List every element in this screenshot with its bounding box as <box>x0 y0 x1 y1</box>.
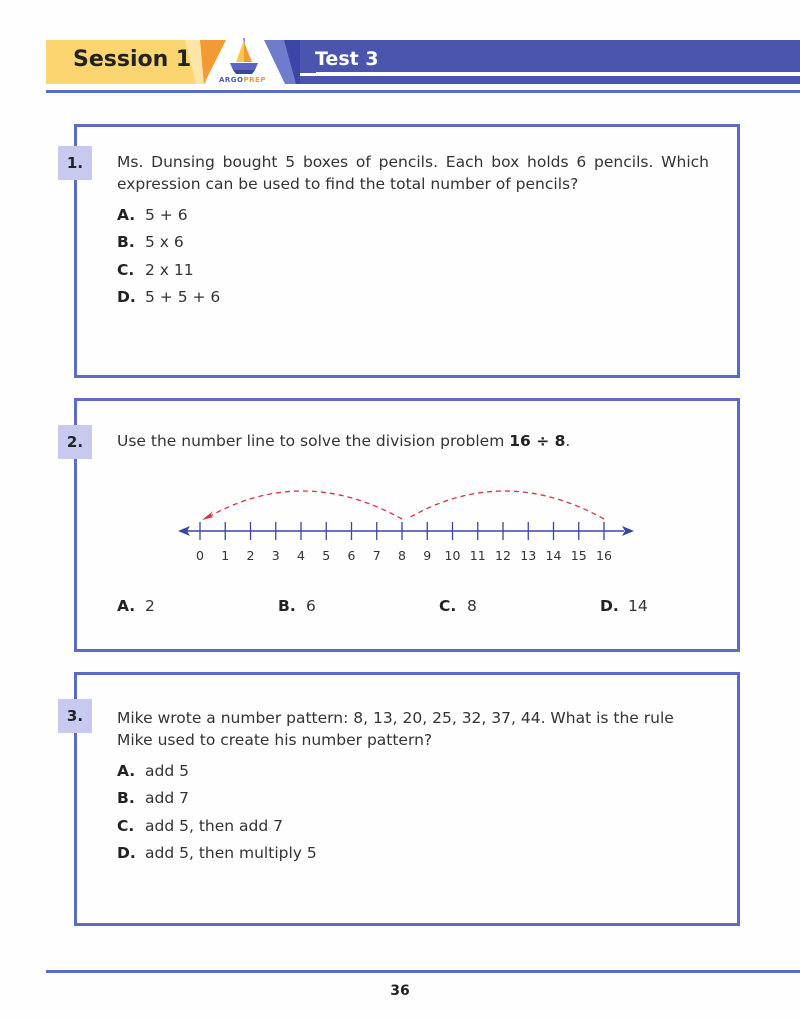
page-number: 36 <box>390 983 410 999</box>
tick-label: 12 <box>495 548 511 563</box>
answer-option[interactable] <box>439 597 477 615</box>
tick-label: 16 <box>596 548 612 563</box>
jump-arc <box>407 491 604 519</box>
test-title: Test 3 <box>315 48 379 70</box>
option-letter: D. <box>117 288 136 306</box>
question-number-1: 1. <box>58 146 92 180</box>
option-letter: B. <box>117 789 135 807</box>
jump-arc <box>205 491 402 519</box>
answer-option[interactable] <box>600 597 648 615</box>
answer-option[interactable] <box>117 817 283 835</box>
option-letter: A. <box>117 762 136 780</box>
option-text: add 5, then add 7 <box>145 817 283 835</box>
option-letter: A. <box>117 597 136 615</box>
tick-label: 15 <box>570 548 587 563</box>
option-letter: C. <box>439 597 457 615</box>
option-text: 14 <box>628 597 648 615</box>
question-text-2-lead: Use the number line to solve the division problem <box>117 432 510 450</box>
option-text: 2 x 11 <box>145 261 194 279</box>
tick-label: 10 <box>444 548 461 563</box>
option-letter: D. <box>600 597 619 615</box>
tick-label: 6 <box>347 548 356 563</box>
tick-label: 8 <box>398 548 406 563</box>
option-text: 5 + 5 + 6 <box>145 288 221 306</box>
answer-option[interactable] <box>117 762 189 780</box>
option-text: 5 x 6 <box>145 233 184 251</box>
option-text: 5 + 6 <box>145 206 188 224</box>
tick-label: 13 <box>520 548 537 563</box>
tick-label: 9 <box>423 548 432 563</box>
tick-label: 3 <box>271 548 280 563</box>
session-title: Session 1 <box>73 47 192 72</box>
option-text: 8 <box>467 597 477 615</box>
option-letter: A. <box>117 206 136 224</box>
answer-option[interactable] <box>117 844 317 862</box>
option-letter: B. <box>278 597 296 615</box>
question-text-3: Mike wrote a number pattern: 8, 13, 20, 25, 32, 37, 44. What is the rule Mike used to create his number pattern? <box>117 709 674 749</box>
brand-part-prep: PREP <box>243 76 266 84</box>
option-text: add 7 <box>145 789 189 807</box>
answer-option[interactable] <box>278 597 316 615</box>
tick-label: 11 <box>469 548 486 563</box>
option-letter: C. <box>117 261 135 279</box>
tick-label: 4 <box>297 548 305 563</box>
division-expression: 16 ÷ 8 <box>509 432 566 450</box>
option-letter: D. <box>117 844 136 862</box>
tick-label: 14 <box>545 548 562 563</box>
tick-label: 7 <box>372 548 381 563</box>
footer-rule <box>46 970 800 973</box>
answer-option[interactable] <box>117 789 189 807</box>
brand-part-argo: ARGO <box>219 76 244 84</box>
tick-label: 0 <box>196 548 204 563</box>
tick-label: 2 <box>246 548 255 563</box>
option-text: add 5 <box>145 762 189 780</box>
question-number-2: 2. <box>58 425 92 459</box>
option-letter: C. <box>117 817 135 835</box>
option-text: 6 <box>306 597 316 615</box>
tick-label: 5 <box>322 548 331 563</box>
option-text: 2 <box>145 597 155 615</box>
option-letter: B. <box>117 233 135 251</box>
question-text-2-tail: . <box>565 432 571 450</box>
answer-option[interactable] <box>117 597 155 615</box>
question-text-1: Ms. Dunsing bought 5 boxes of pencils. Each box holds 6 pencils. Which expression can be used to find the total number of pencils? <box>117 153 709 193</box>
tick-label: 1 <box>221 548 230 563</box>
option-text: add 5, then multiply 5 <box>145 844 317 862</box>
question-number-3: 3. <box>58 699 92 733</box>
